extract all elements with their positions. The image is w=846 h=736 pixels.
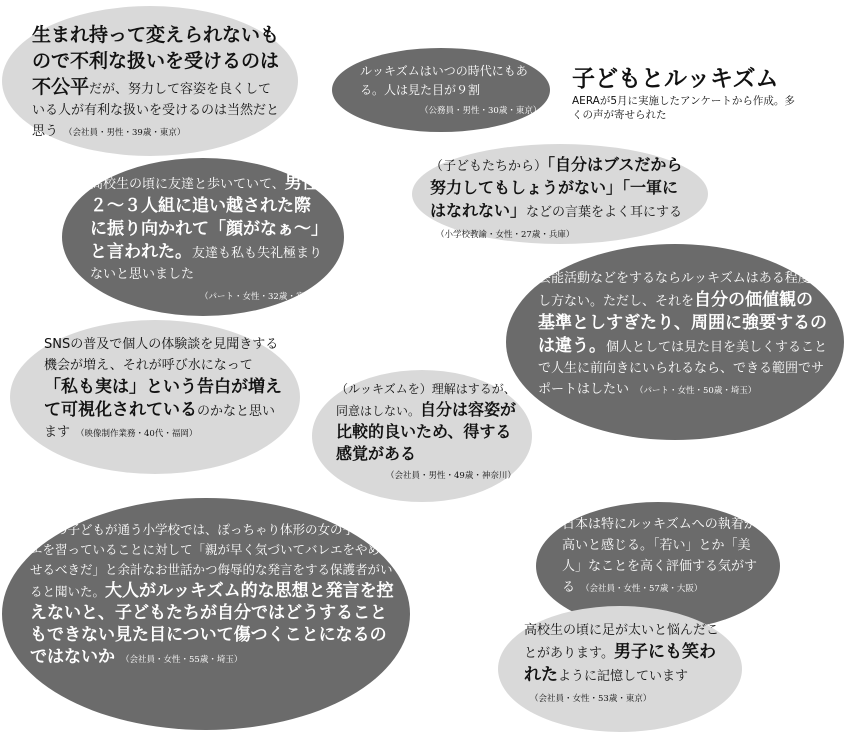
page-title: 子どもとルッキズム [572,66,779,92]
page-subtitle: AERAが5月に実施したアンケートから作成。多くの声が寄せられた [572,95,795,121]
quote-10-bold: 男子にも笑われた [524,642,716,685]
quote-8-source: （会社員・女性・55歳・埼玉） [121,655,243,665]
quote-7-bold: 自分は容姿が比較的良いため、得する感覚がある [336,400,517,463]
quote-6-text: のかなと思います [44,404,276,440]
quote-3 [430,154,692,246]
quote-2-source: （公務員・男性・30歳・東京） [420,106,542,116]
quote-3-text: などの言葉をよく耳にする [526,205,683,220]
quote-9-source: （会社員・女性・57歳・大阪） [581,584,703,594]
quote-6-source: （映像制作業務・40代・福岡） [76,429,198,439]
quote-7-pre: （ルッキズムを）理解はするが、同意はしない。 [336,382,516,418]
quote-10-source: （会社員・女性・53歳・東京） [530,694,652,704]
quote-2 [360,62,542,121]
quote-5 [538,268,828,402]
quote-1-source: （会社員・男性・39歳・東京） [64,128,186,138]
quote-7 [336,380,520,486]
quote-6-bold: 「私も実は」という告白が増えて可視化されている [44,377,282,420]
quote-1-bold: 生まれ持って変えられないもので不利な扱いを受けるのは不公平 [32,24,280,98]
quote-5-bold: 自分の価値観の基準としすぎたり、周囲に強要するのは違う。 [538,290,827,356]
quote-5-text: 個人としては見た目を美しくすることで人生に前向きにいられるなら、できる範囲でサポートはしたい [538,340,828,397]
quote-4-bold: 男性２～３人組に追い越された際に振り向かれて「顔がなぁ～」と言われた。 [90,173,320,262]
quote-1 [32,22,282,144]
quote-3-pre: （子どもたちから） [430,159,548,174]
quote-8-pre: 友人の子どもが通う小学校では、ぽっちゃり体形の女の子がバレエを習っていることに対して「親が早く気づいてバレエをやめさせるべきだ」と余計なお世話かつ侮辱的な発言をする保護者がいると聞いた。 [30,522,393,599]
quote-9 [562,514,762,600]
quote-8 [30,520,394,670]
quote-10-pre: 高校生の頃に足が太いと悩んだことがあります。 [524,623,720,661]
quote-5-pre: 芸能活動などをするならルッキズムはある程度致し方ない。ただし、それを [538,271,824,309]
quote-2-text: ルッキズムはいつの時代にもある。人は見た目が９割 [360,64,528,97]
quote-6-pre: SNSの普及で個人の体験談を見聞きする機会が増え、それが呼び水になって [44,337,279,373]
quote-4-source: （パート・女性・32歳・宮城） [200,292,322,302]
quote-4-text: 友達も私も失礼極まりないと思いました [90,246,323,282]
quote-6 [44,334,286,445]
quote-10 [524,620,730,710]
quote-3-bold: 「自分はブスだから努力してもしょうがない」「一軍にはなれない」 [430,155,683,220]
quote-3-source: （小学校教諭・女性・27歳・兵庫） [436,230,575,240]
quote-7-source: （会社員・男性・49歳・神奈川） [386,471,516,481]
quote-1-text: だが、努力して容姿を良くしている人が有利な扱いを受けるのは当然だと思う [32,82,280,139]
quote-10-text: ように記憶しています [558,669,689,684]
quote-5-source: （パート・女性・50歳・埼玉） [635,386,757,396]
quote-9-text: 日本は特にルッキズムへの執着が高いと感じる。「若い」とか「美人」なことを高く評価する気がする [562,517,758,595]
quote-4-pre: 高校生の頃に友達と歩いていて、 [90,177,285,192]
quote-4 [90,172,322,308]
quote-8-bold: 大人がルッキズム的な思想と発言を控えないと、子どもたちが自分ではどうすることもできない見た目について傷つくことになるのではないか [30,581,394,667]
